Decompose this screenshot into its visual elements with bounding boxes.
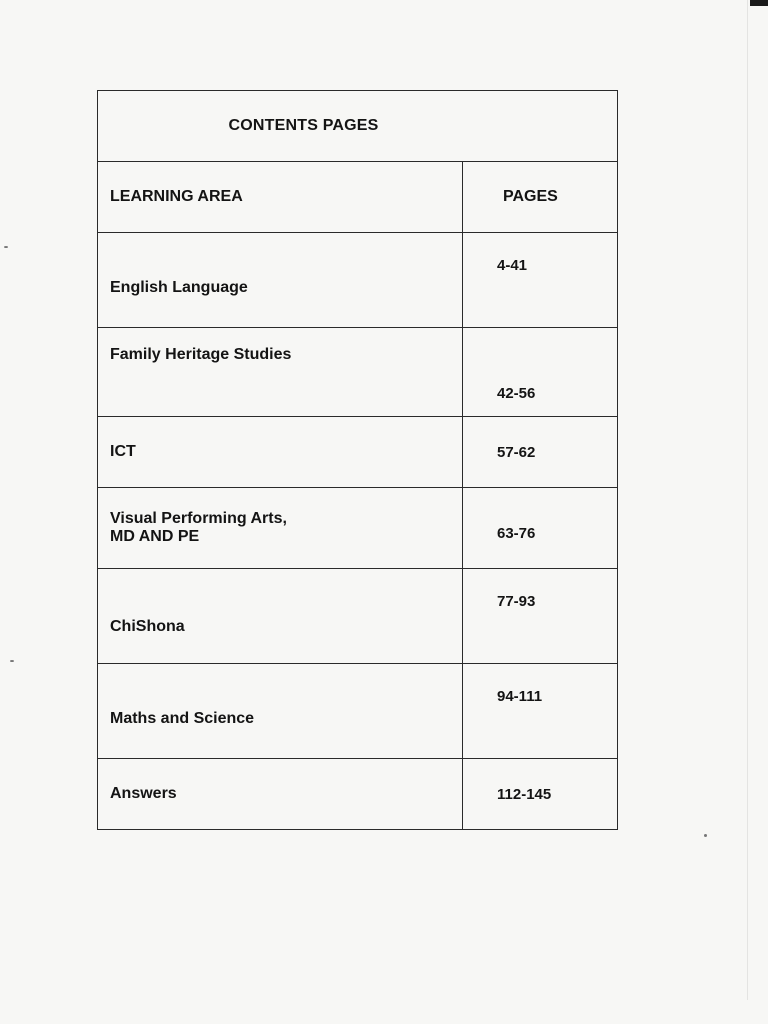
scan-speck — [10, 660, 14, 662]
table-row — [98, 417, 618, 488]
contents-title: CONTENTS PAGES — [98, 91, 618, 162]
learning-area-cell — [98, 488, 463, 569]
scan-speck — [704, 834, 707, 837]
pages-cell: 77-93 — [463, 569, 618, 664]
learning-area-cell: ChiShona — [98, 569, 463, 664]
title-row — [98, 91, 618, 162]
scan-speck — [4, 246, 8, 248]
pages-cell: 4-41 — [463, 233, 618, 328]
table-row — [98, 233, 618, 328]
learning-area-header: LEARNING AREA — [98, 162, 463, 233]
pages-cell: 42-56 — [463, 328, 618, 417]
pages-cell: 63-76 — [463, 488, 618, 569]
learning-area-cell: Answers — [98, 759, 463, 830]
learning-area-line: Visual Performing Arts, — [110, 510, 287, 527]
contents-table — [97, 90, 618, 830]
page-edge — [747, 0, 748, 1000]
pages-cell: 112-145 — [463, 759, 618, 830]
learning-area-cell: ICT — [98, 417, 463, 488]
learning-area-cell: Family Heritage Studies — [98, 328, 463, 417]
table-row — [98, 328, 618, 417]
header-row — [98, 162, 618, 233]
scan-corner-mark — [750, 0, 768, 6]
learning-area-cell: Maths and Science — [98, 664, 463, 759]
pages-cell: 57-62 — [463, 417, 618, 488]
table-row — [98, 759, 618, 830]
table-row — [98, 569, 618, 664]
learning-area-line: MD AND PE — [110, 528, 200, 545]
learning-area-cell: English Language — [98, 233, 463, 328]
table-row — [98, 488, 618, 569]
table-row — [98, 664, 618, 759]
pages-header: PAGES — [463, 162, 618, 233]
pages-cell: 94-111 — [463, 664, 618, 759]
